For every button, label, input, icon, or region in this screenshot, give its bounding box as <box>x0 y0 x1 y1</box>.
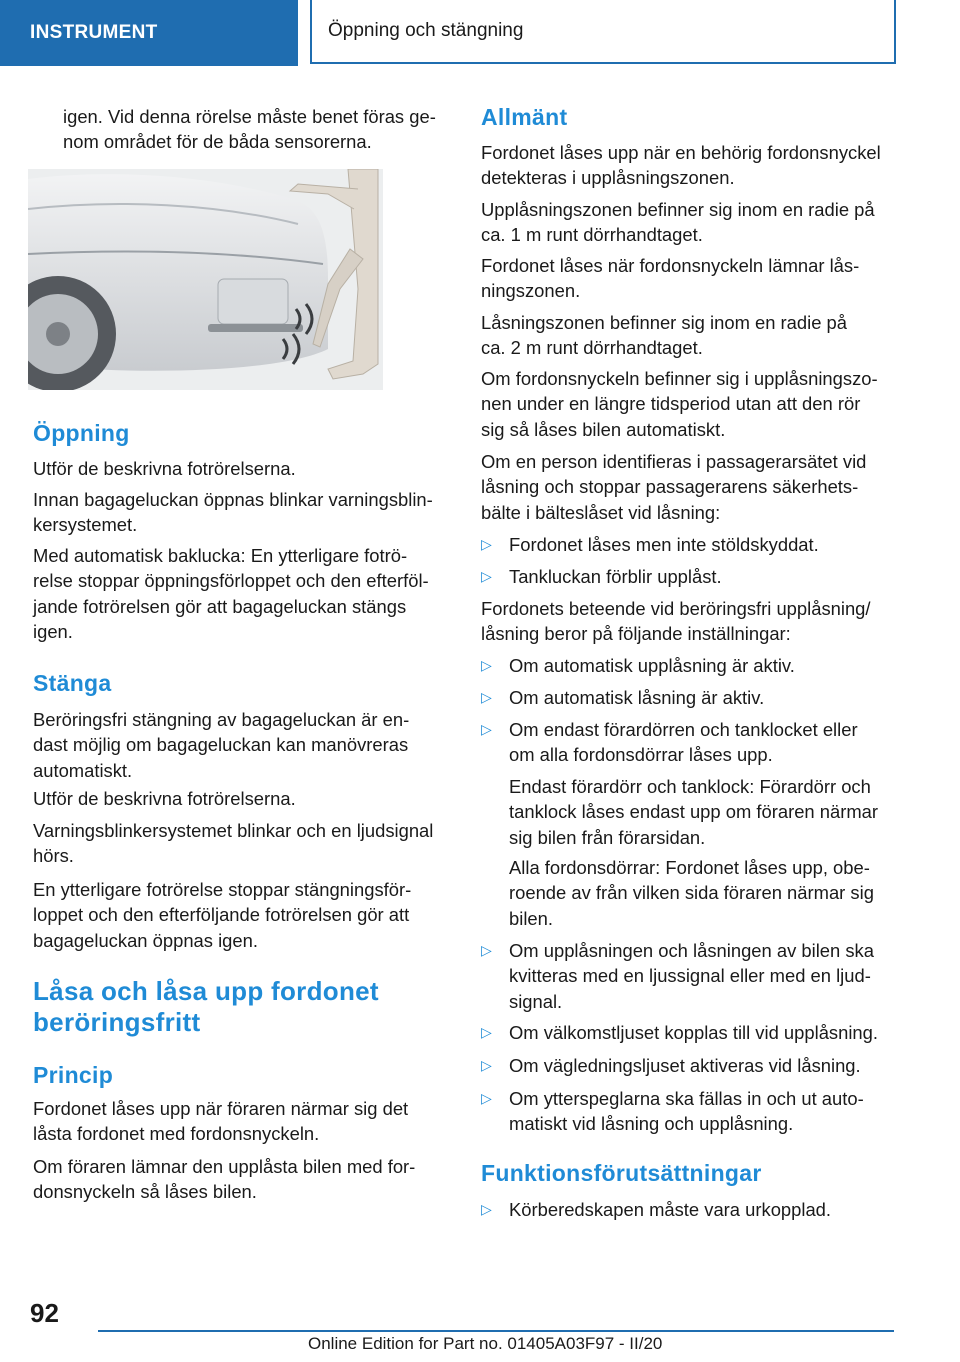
triangle-bullet-icon: ▷ <box>481 1057 492 1073</box>
list-item-text <box>509 1086 901 1137</box>
text-line: igen. Vid denna rörelse måste benet föras ge- <box>63 106 436 127</box>
paragraph <box>481 366 901 442</box>
text-line: låsning beror på följande inställningar: <box>481 623 791 645</box>
text-line: Om endast förardörren och tanklocket eller <box>509 719 858 740</box>
list-item-text: Tankluckan förblir upplåst. <box>509 566 722 587</box>
section-label: INSTRUMENT <box>30 22 158 43</box>
paragraph <box>481 253 901 304</box>
paragraph <box>481 140 901 191</box>
text-line: bilen. <box>509 907 553 929</box>
list-item-text: Om automatisk låsning är aktiv. <box>509 687 765 708</box>
text-line: hörs. <box>33 845 74 867</box>
list-item-text <box>509 717 901 768</box>
footer-edition: Online Edition for Part no. 01405A03F97 - II/20 <box>308 1334 663 1353</box>
triangle-bullet-icon: ▷ <box>481 568 492 584</box>
heading-lock-unlock <box>33 976 453 1038</box>
list-item-text: Fordonet låses men inte stöldskyddat. <box>509 534 819 555</box>
text-line: sig så låses bilen automatiskt. <box>481 418 726 440</box>
paragraph <box>33 487 453 538</box>
text-line: Alla fordonsdörrar: Fordonet låses upp, obe- <box>509 857 870 878</box>
text-line: om alla fordonsdörrar låses upp. <box>509 744 773 766</box>
text-line: kvitteras med en ljussignal eller med en ljud- <box>509 965 871 987</box>
paragraph: Utför de beskrivna fotrörelserna. <box>33 458 296 479</box>
heading-opening: Öppning <box>33 420 130 446</box>
text-line: Om fordonsnyckeln befinner sig i upplåsningszo- <box>481 368 878 389</box>
text-line: matiskt vid låsning och upplåsning. <box>509 1113 794 1135</box>
triangle-bullet-icon: ▷ <box>481 721 492 737</box>
paragraph <box>481 449 901 525</box>
text-line: bagageluckan öppnas igen. <box>33 929 258 951</box>
heading-function-requirements: Funktionsförutsättningar <box>481 1160 762 1186</box>
text-line: Om en person identifieras i passagerarsätet vid <box>481 451 867 472</box>
text-line: Fordonets beteende vid beröringsfri upplåsning/ <box>481 598 871 619</box>
text-line: nen under en längre tidsperiod utan att den rör <box>481 393 861 415</box>
kick-sensor-illustration <box>28 169 383 390</box>
text-line: donsnyckeln så låses bilen. <box>33 1181 257 1203</box>
text-line: automatiskt. <box>33 759 133 781</box>
paragraph <box>33 1096 453 1147</box>
triangle-bullet-icon: ▷ <box>481 689 492 705</box>
text-line: ningszonen. <box>481 280 581 302</box>
triangle-bullet-icon: ▷ <box>481 942 492 958</box>
text-line: signal. <box>509 990 563 1012</box>
triangle-bullet-icon: ▷ <box>481 536 492 552</box>
text-line: jande fotrörelsen gör att bagageluckan stängs <box>33 595 407 617</box>
heading-line: beröringsfritt <box>33 1007 201 1037</box>
paragraph <box>33 877 453 953</box>
page-header-title <box>310 0 896 64</box>
text-line: relse stoppar öppningsförloppet och den efterföl- <box>33 570 429 592</box>
paragraph <box>33 1154 453 1205</box>
text-line: Fordonet låses upp när en behörig fordonsnyckel <box>481 142 881 163</box>
text-line: Om upplåsningen och låsningen av bilen ska <box>509 940 874 961</box>
text-line: Fordonet låses upp när föraren närmar sig det <box>33 1098 409 1119</box>
paragraph <box>33 543 453 645</box>
text-line: bälte i bälteslåset vid låsning: <box>481 501 721 523</box>
triangle-bullet-icon: ▷ <box>481 1201 492 1217</box>
paragraph <box>33 818 453 869</box>
list-item-text: Körberedskapen måste vara urkopplad. <box>509 1199 832 1220</box>
list-item-text: Om automatisk upplåsning är aktiv. <box>509 655 795 676</box>
sub-paragraph <box>509 774 901 850</box>
paragraph <box>481 197 901 248</box>
triangle-bullet-icon: ▷ <box>481 1090 492 1106</box>
triangle-bullet-icon: ▷ <box>481 1024 492 1040</box>
paragraph: Utför de beskrivna fotrörelserna. <box>33 788 296 809</box>
text-line: Innan bagageluckan öppnas blinkar varningsblin- <box>33 489 433 510</box>
section-tab <box>0 0 298 66</box>
text-line: ca. 1 m runt dörrhandtaget. <box>481 224 703 246</box>
list-item-text: Om vägledningsljuset aktiveras vid låsning. <box>509 1055 861 1076</box>
text-line: låsning och stoppar passagerarens säkerhets- <box>481 476 859 498</box>
text-line: ca. 2 m runt dörrhandtaget. <box>481 337 703 359</box>
text-line: Fordonet låses när fordonsnyckeln lämnar lås- <box>481 255 860 276</box>
text-line: detekteras i upplåsningszonen. <box>481 167 735 189</box>
text-line: sig bilen från förarsidan. <box>509 826 706 848</box>
header-title-text: Öppning och stängning <box>328 20 524 41</box>
text-line: Varningsblinkersystemet blinkar och en ljudsignal <box>33 820 434 841</box>
footer-divider <box>98 1330 894 1332</box>
text-line: tanklock låses endast upp om föraren närmar <box>509 801 879 823</box>
text-line: Upplåsningszonen befinner sig inom en radie på <box>481 199 875 220</box>
text-line: Endast förardörr och tanklock: Förardörr och <box>509 776 871 797</box>
text-line: Beröringsfri stängning av bagageluckan är en- <box>33 709 410 730</box>
text-line: Med automatisk baklucka: En ytterligare fotrö- <box>33 545 408 566</box>
text-line: kersystemet. <box>33 514 138 536</box>
text-line: Låsningszonen befinner sig inom en radie på <box>481 312 848 333</box>
heading-principle: Princip <box>33 1062 114 1088</box>
heading-close: Stänga <box>33 670 112 696</box>
text-line: dast möjlig om bagageluckan kan manövreras <box>33 734 409 756</box>
sub-paragraph <box>509 855 901 931</box>
intro-paragraph <box>63 104 463 155</box>
heading-line: Låsa och låsa upp fordonet <box>33 976 379 1006</box>
text-line: Om föraren lämnar den upplåsta bilen med for- <box>33 1156 416 1177</box>
paragraph <box>481 596 901 647</box>
paragraph <box>481 310 901 361</box>
triangle-bullet-icon: ▷ <box>481 657 492 673</box>
list-item-text <box>509 938 901 1014</box>
text-line: igen. <box>33 621 73 643</box>
text-line: nom området för de båda sensorerna. <box>63 131 372 153</box>
paragraph <box>33 707 453 783</box>
list-item-text: Om välkomstljuset kopplas till vid upplåsning. <box>509 1022 878 1043</box>
text-line: Om ytterspeglarna ska fällas in och ut auto- <box>509 1088 864 1109</box>
car-rear-image <box>28 169 383 390</box>
page-number: 92 <box>30 1298 59 1328</box>
heading-general: Allmänt <box>481 104 568 130</box>
text-line: låsta fordonet med fordonsnyckeln. <box>33 1123 320 1145</box>
text-line: En ytterligare fotrörelse stoppar stängningsför- <box>33 879 412 900</box>
text-line: roende av från vilken sida föraren närmar sig <box>509 882 874 904</box>
text-line: loppet och den efterföljande fotrörelsen gör att <box>33 904 410 926</box>
